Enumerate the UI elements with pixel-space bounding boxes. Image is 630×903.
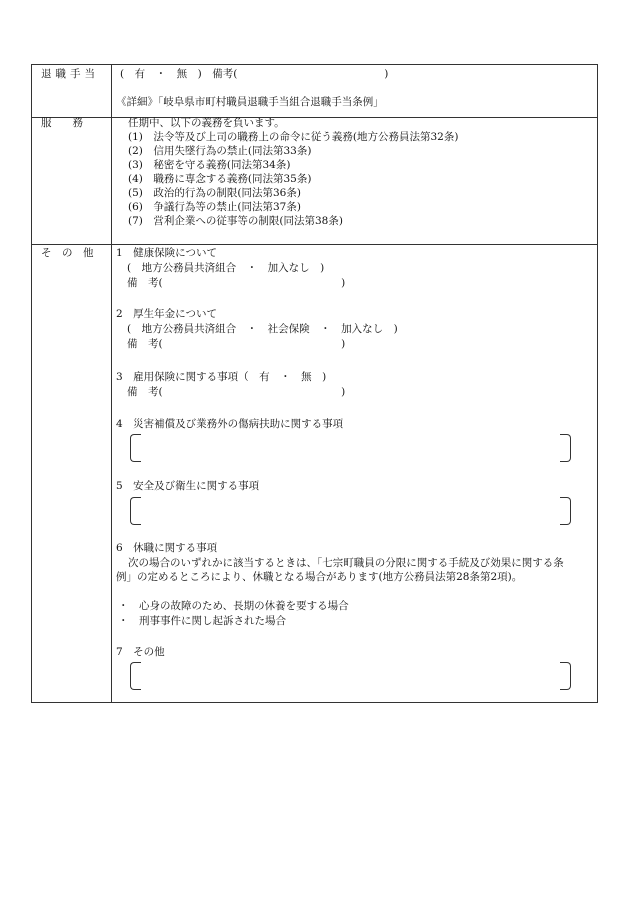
employment-title: 3 雇用保険に関する事項（ 有 ・ 無 ) [116, 371, 327, 383]
terms-table [31, 64, 598, 703]
safety-title: 5 安全及び衛生に関する事項 [116, 480, 260, 492]
service-item: (2) 信用失墜行為の禁止(同法第33条) [128, 145, 312, 157]
service-intro: 任期中、以下の義務を負います。 [128, 117, 285, 129]
retirement-label: 退職手当 [41, 68, 99, 80]
service-item: (5) 政治的行為の制限(同法第36条) [128, 187, 301, 199]
row-divider-retirement [32, 117, 597, 118]
retirement-options: ( 有 ・ 無 ) 備考( ) [120, 68, 389, 80]
leave-title: 6 休職に関する事項 [116, 542, 218, 554]
accident-bracket-left [130, 434, 141, 462]
accident-title: 4 災害補償及び業務外の傷病扶助に関する事項 [116, 418, 344, 430]
accident-bracket-right [560, 434, 571, 462]
safety-bracket-left [130, 497, 141, 525]
pension-title: 2 厚生年金について [116, 308, 217, 320]
safety-bracket-right [560, 497, 571, 525]
retirement-detail: 《詳細》「岐阜県市町村職員退職手当組合退職手当条例」 [116, 96, 384, 108]
misc-bracket-left [130, 662, 141, 690]
employment-note: 備 考( ) [127, 386, 346, 398]
health-title: 1 健康保険について [116, 247, 217, 259]
misc-bracket-right [560, 662, 571, 690]
service-item: (6) 争議行為等の禁止(同法第37条) [128, 201, 301, 213]
misc-title: 7 その他 [116, 646, 165, 658]
leave-body: 次の場合のいずれかに該当するときは、「七宗町職員の分限に関する手続及び効果に関する条例」の定めるところにより、休職となる場合があります(地方公務員法第28条第2項)。 [116, 557, 564, 583]
other-label: そ の 他 [41, 247, 94, 259]
health-options: ( 地方公務員共済組合 ・ 加入なし ) [127, 262, 325, 274]
service-item: (7) 営利企業への従事等の制限(同法第38条) [128, 215, 343, 227]
pension-options: ( 地方公務員共済組合 ・ 社会保険 ・ 加入なし ) [127, 323, 398, 335]
pension-note: 備 考( ) [127, 338, 346, 350]
service-label: 服 務 [41, 117, 83, 129]
service-item: (4) 職務に専念する義務(同法第35条) [128, 173, 312, 185]
health-note: 備 考( ) [127, 277, 346, 289]
leave-bullet: ・ 刑事事件に関し起訴された場合 [118, 615, 286, 627]
leave-bullet: ・ 心身の故障のため、長期の休養を要する場合 [118, 600, 349, 612]
service-item: (1) 法令等及び上司の職務上の命令に従う義務(地方公務員法第32条) [128, 131, 459, 143]
service-item: (3) 秘密を守る義務(同法第34条) [128, 159, 291, 171]
column-divider [111, 65, 112, 702]
row-divider-service [32, 244, 597, 245]
